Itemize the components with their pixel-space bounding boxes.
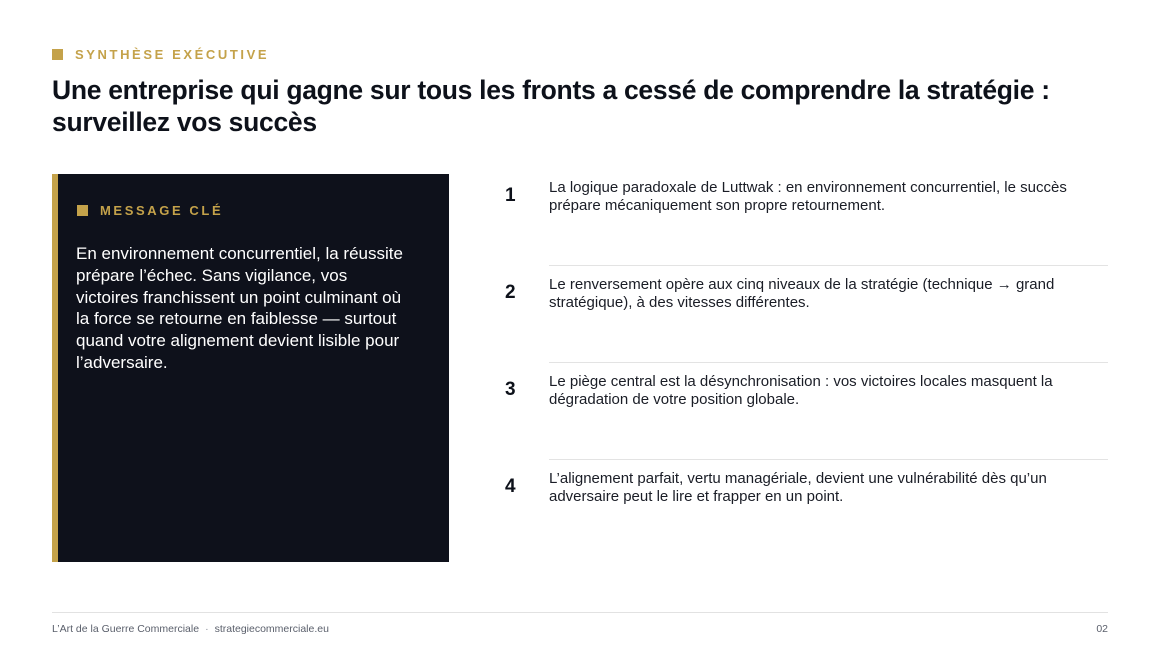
key-message-panel bbox=[52, 174, 449, 562]
key-point-divider bbox=[549, 459, 1108, 460]
eyebrow-label: SYNTHÈSE EXÉCUTIVE bbox=[75, 46, 270, 62]
footer-separator: · bbox=[205, 623, 209, 635]
footer-site-link[interactable]: strategiecommerciale.eu bbox=[214, 623, 329, 635]
key-point-text: Le piège central est la désynchronisation : vos victoires locales masquent la dégradation de votre position globale. bbox=[549, 373, 1053, 408]
key-point-4 bbox=[500, 465, 1108, 562]
key-point-3 bbox=[500, 368, 1108, 465]
key-message-label: MESSAGE CLÉ bbox=[100, 202, 224, 218]
page-number: 02 bbox=[1096, 623, 1108, 635]
key-message-accent-bar bbox=[52, 174, 58, 562]
key-point-divider bbox=[549, 362, 1108, 363]
key-point-number: 4 bbox=[505, 476, 516, 497]
section-eyebrow bbox=[52, 46, 269, 62]
footer-brand-name: L’Art de la Guerre Commerciale bbox=[52, 623, 200, 635]
key-point-text: La logique paradoxale de Luttwak : en environnement concurrentiel, le succès prépare mécaniquement son propre retournement. bbox=[549, 179, 1067, 214]
key-point-text: Le renversement opère aux cinq niveaux de la stratégie (technique → grand stratégique), à des vitesses différentes. bbox=[549, 276, 1055, 311]
key-message-body: En environnement concurrentiel, la réussite prépare l’échec. Sans vigilance, vos victoires franchissent un point culminant où la force se retourne en faiblesse — surtout quand votre alignement devient lisible pour l’adversaire. bbox=[76, 244, 403, 372]
key-point-1 bbox=[500, 174, 1108, 271]
key-points-list bbox=[500, 174, 1108, 562]
key-point-text: L’alignement parfait, vertu managériale, devient une vulnérabilité dès qu’un adversaire peut le lire et frapper en un point. bbox=[549, 470, 1047, 505]
key-message-square-icon bbox=[77, 205, 88, 216]
key-point-divider bbox=[549, 265, 1108, 266]
eyebrow-square-icon bbox=[52, 49, 63, 60]
key-point-number: 1 bbox=[505, 185, 516, 206]
key-point-number: 2 bbox=[505, 282, 516, 303]
page-title: Une entreprise qui gagne sur tous les fronts a cessé de comprendre la stratégie : surveillez vos succès bbox=[52, 75, 1050, 137]
footer-divider bbox=[52, 612, 1108, 613]
key-point-number: 3 bbox=[505, 379, 516, 400]
key-message-header bbox=[77, 202, 223, 218]
key-point-2 bbox=[500, 271, 1108, 368]
footer-brand bbox=[52, 623, 329, 635]
